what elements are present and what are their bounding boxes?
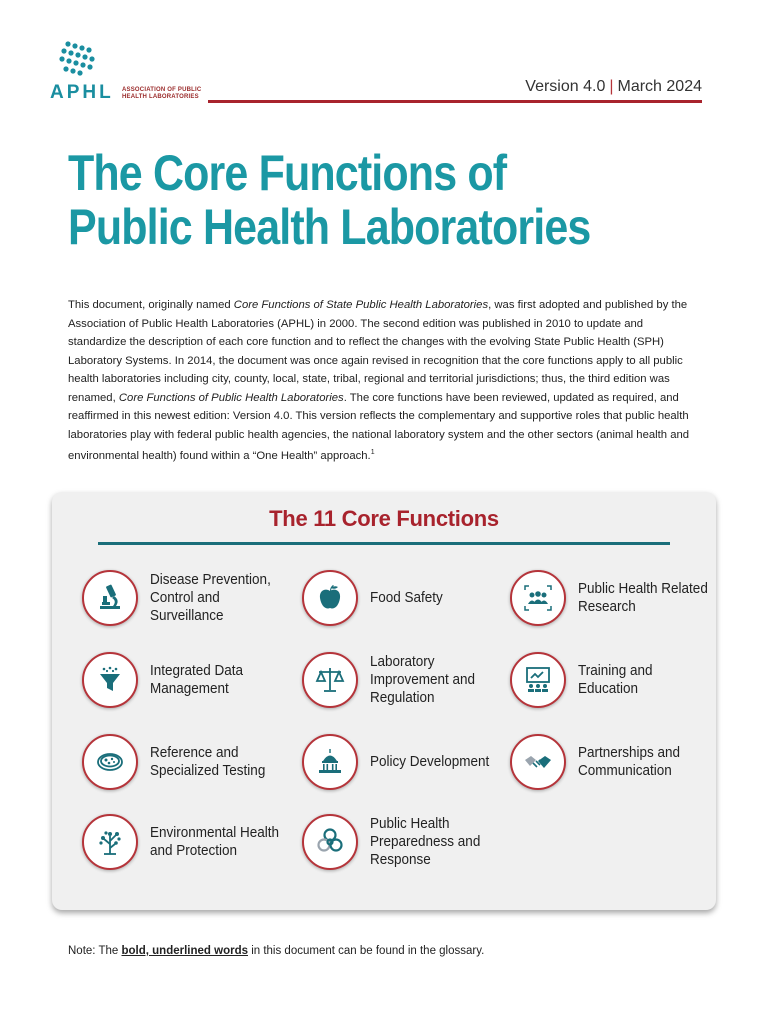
intro-title-renamed: Core Functions of Public Health Laboratories — [118, 391, 344, 404]
intro-text-3: . The core functions have been reviewed, updated as required, and reaffirmed in this newest edition: Version 4.0. This version reflects the complementary and supportive roles that public health laboratories play with federal public health agencies, the national laboratory system and the other sectors (animal health and environmental health) found within a “One Health” approach. — [68, 391, 690, 462]
scales-icon — [302, 652, 358, 708]
version-date: March 2024 — [617, 78, 702, 95]
function-item — [510, 734, 720, 796]
note-prefix: Note: The — [68, 945, 122, 957]
research-group-icon — [510, 570, 566, 626]
logo-dots-icon — [54, 40, 114, 84]
function-label: Food Safety — [370, 589, 443, 606]
function-label: Laboratory Improvement and Regulation — [370, 653, 476, 706]
logo-text: APHL — [50, 82, 114, 103]
function-item — [510, 652, 720, 714]
intro-title-original: Core Functions of State Public Health Laboratories — [233, 299, 489, 311]
function-label: Integrated Data Management — [150, 662, 244, 697]
handshake-icon — [510, 734, 566, 790]
intro-text-2: , was first adopted and published by the Association of Public Health Laboratories (APHL) in 2000. The second edition was published in 2010 to update and standardize the description of each core function and to reflect the changes with the evolving State Public Health (SPH) Laboratory Systems. In 2014, the document was once again revised in recognition that the core functions apply to all public health laboratories including city, county, local, state, tribal, regional and territorial jurisdictions; thus, the third edition was renamed, — [68, 299, 688, 404]
function-item — [82, 570, 292, 632]
function-item — [302, 570, 512, 632]
data-funnel-icon — [82, 652, 138, 708]
function-item — [302, 734, 512, 796]
title-line-2: Public Health Laboratories — [68, 199, 591, 255]
function-label: Reference and Specialized Testing — [150, 744, 266, 779]
glossary-note — [68, 945, 484, 957]
function-label: Environmental Health and Protection — [150, 824, 280, 859]
note-bold-words: bold, underlined words — [121, 945, 248, 957]
function-item — [302, 652, 512, 714]
function-label: Partnerships and Communication — [578, 744, 681, 779]
aphl-logo — [50, 40, 200, 104]
version-line — [525, 78, 702, 96]
function-item — [82, 814, 292, 876]
logo-subtitle: ASSOCIATION OF PUBLIC HEALTH LABORATORIES — [122, 87, 202, 100]
biohazard-icon — [302, 814, 358, 870]
header-rule — [208, 100, 702, 103]
function-label: Public Health Preparedness and Response — [370, 815, 481, 868]
title-line-1: The Core Functions of — [68, 145, 507, 201]
function-item — [82, 734, 292, 796]
intro-text-1: This document, originally named — [68, 299, 234, 311]
capitol-icon — [302, 734, 358, 790]
function-item — [82, 652, 292, 714]
panel-rule — [98, 542, 670, 545]
tree-icon — [82, 814, 138, 870]
page-title — [68, 146, 722, 254]
function-item — [510, 570, 720, 632]
footnote-mark: 1 — [370, 449, 375, 456]
function-label: Disease Prevention, Control and Surveillance — [150, 571, 271, 624]
function-label: Policy Development — [370, 753, 490, 770]
petri-dish-icon — [82, 734, 138, 790]
function-item — [302, 814, 512, 876]
version-number: Version 4.0 — [525, 78, 606, 95]
function-label: Public Health Related Research — [578, 580, 708, 615]
panel-title: The 11 Core Functions — [269, 506, 499, 531]
apple-icon — [302, 570, 358, 626]
version-separator: | — [609, 78, 614, 95]
microscope-icon — [82, 570, 138, 626]
function-label: Training and Education — [578, 662, 653, 697]
note-suffix: in this document can be found in the glossary. — [248, 945, 485, 957]
intro-paragraph — [68, 296, 704, 465]
presentation-icon — [510, 652, 566, 708]
